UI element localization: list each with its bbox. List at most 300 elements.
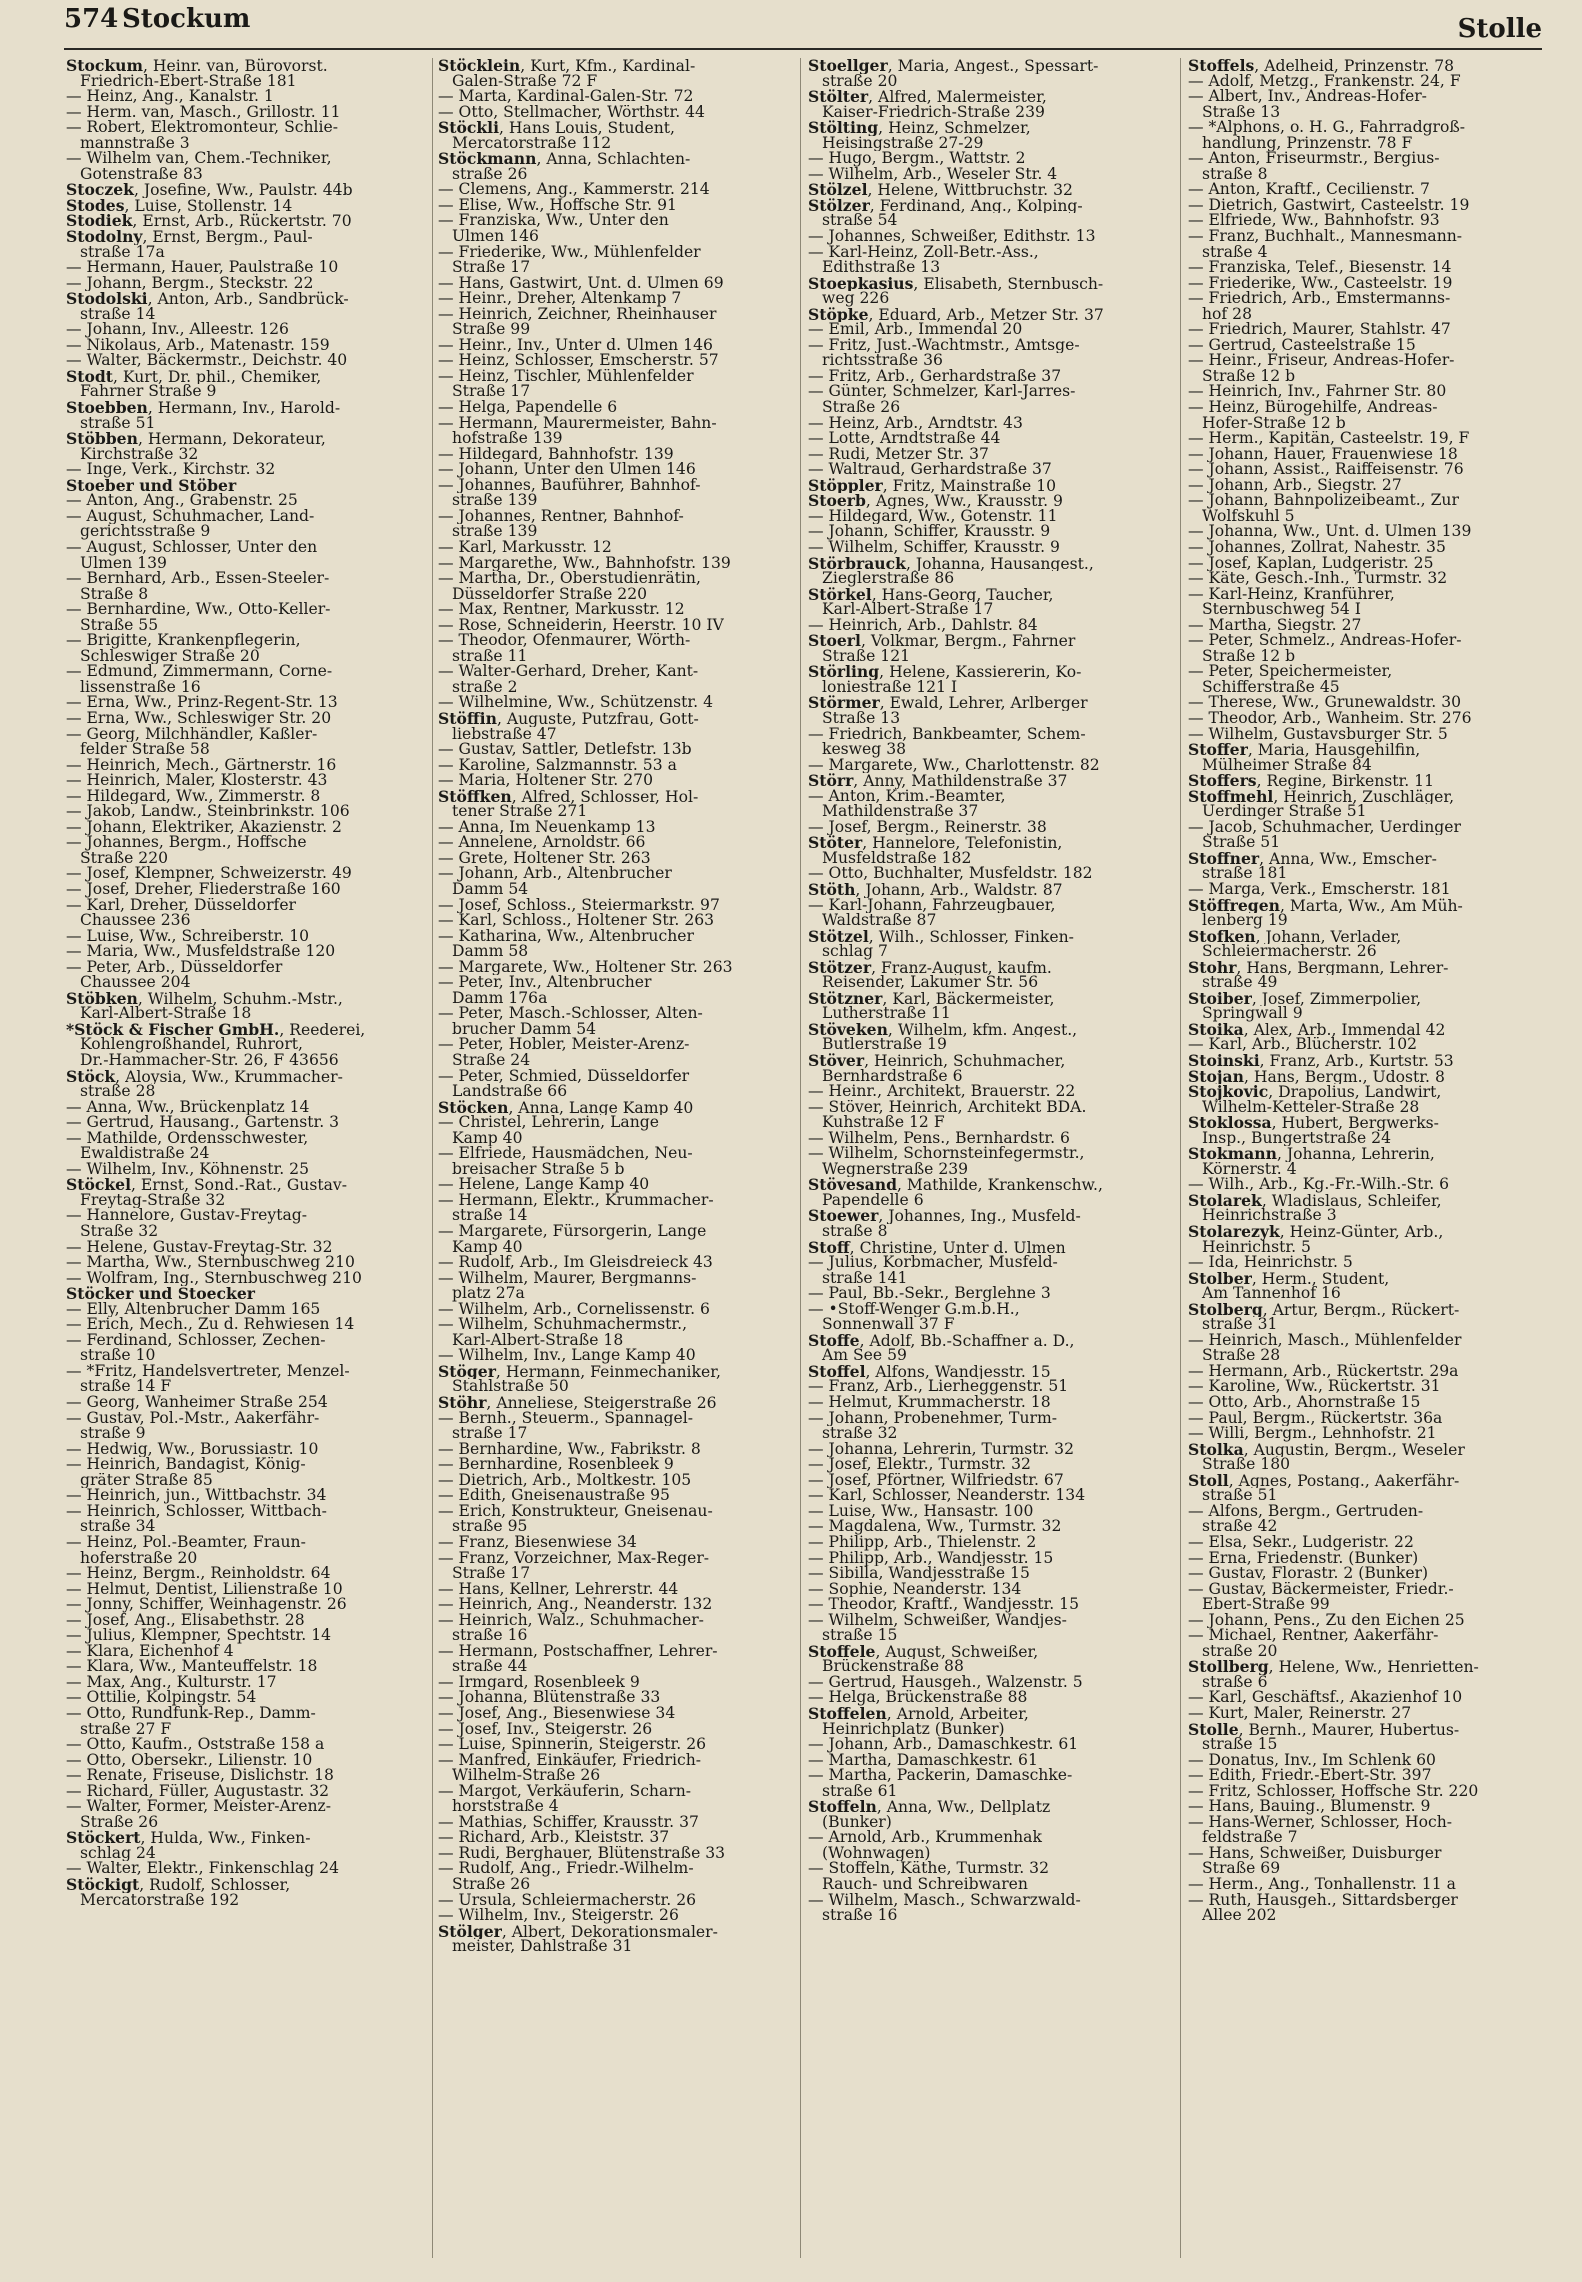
- directory-entry-line: — Bernhardine, Ww., Otto-Keller-: [66, 602, 331, 618]
- directory-entry-line: — Wilhelm, Arb., Cornelissenstr. 6: [438, 1301, 710, 1318]
- directory-entry-line: Fahrner Straße 9: [80, 384, 217, 401]
- directory-entry-line: — Friedrich, Arb., Emstermanns-: [1188, 291, 1451, 307]
- directory-entry-line: schlag 7: [822, 944, 888, 960]
- directory-entry-line: — Edmund, Zimmermann, Corne-: [66, 664, 333, 680]
- directory-entry-line: Am Tannenhof 16: [1202, 1286, 1341, 1302]
- directory-entry-line: Ulmen 139: [80, 555, 167, 572]
- directory-entry-line: Stodolski, Anton, Arb., Sandbrück-: [66, 291, 349, 307]
- directory-entry-line: — Elly, Altenbrucher Damm 165: [66, 1301, 321, 1318]
- directory-entry-line: Körnerstr. 4: [1202, 1161, 1297, 1178]
- directory-entry-line: Stöckert, Hulda, Ww., Finken-: [66, 1830, 311, 1846]
- directory-entry-line: — Josef, Ang., Elisabethstr. 28: [66, 1612, 305, 1629]
- directory-entry-line: — Hermann, Arb., Rückertstr. 29a: [1188, 1363, 1459, 1380]
- directory-entry-line: — Jonny, Schiffer, Weinhagenstr. 26: [66, 1597, 347, 1613]
- directory-entry-line: Stoika, Alex, Arb., Immendal 42: [1188, 1021, 1446, 1038]
- directory-entry-line: — Mathias, Schiffer, Krausstr. 37: [438, 1814, 699, 1831]
- directory-entry-line: — Franz, Vorzeichner, Max-Reger-: [438, 1550, 710, 1567]
- directory-entry-line: — Wilhelm, Gustavsburger Str. 5: [1188, 726, 1448, 743]
- directory-entry-line: Straße 26: [80, 1814, 159, 1831]
- directory-entry-line: Kohlengroßhandel, Ruhrort,: [80, 1037, 304, 1053]
- directory-entry-line: — Martha, Damaschkestr. 61: [808, 1752, 1038, 1769]
- directory-entry-line: straße 16: [452, 1628, 528, 1644]
- directory-entry-line: — Erich, Mech., Zu d. Rehwiesen 14: [66, 1317, 355, 1333]
- directory-entry-line: Straße 12 b: [1202, 648, 1296, 665]
- directory-entry-line: straße 4: [1202, 244, 1268, 261]
- directory-entry-line: tener Straße 271: [452, 804, 588, 820]
- directory-entry-line: — Max, Ang., Kulturstr. 17: [66, 1674, 277, 1691]
- directory-entry-line: — Heinrich, Bandagist, König-: [66, 1457, 306, 1473]
- directory-entry-line: — Heinrich, Zeichner, Rheinhauser: [438, 306, 717, 323]
- directory-entry-line: gerichtsstraße 9: [80, 524, 211, 540]
- column-3: [808, 58, 1170, 2268]
- directory-entry-line: lissenstraße 16: [80, 679, 201, 696]
- directory-entry-line: — Nikolaus, Arb., Matenastr. 159: [66, 337, 330, 354]
- directory-entry-line: — Karl, Schloss., Holtener Str. 263: [438, 913, 715, 929]
- directory-entry-line: — Edith, Gneisenaustraße 95: [438, 1488, 670, 1504]
- directory-entry-line: — Walter, Former, Meister-Arenz-: [66, 1799, 332, 1815]
- directory-entry-line: — Margarete, Ww., Charlottenstr. 82: [808, 757, 1100, 774]
- directory-entry-line: — Karl-Johann, Fahrzeugbauer,: [808, 897, 1056, 914]
- directory-entry-line: Mathildenstraße 37: [822, 804, 979, 820]
- directory-entry-line: — Bernh., Steuerm., Spannagel-: [438, 1410, 694, 1427]
- directory-entry-line: Stoerl, Volkmar, Bergm., Fahrner: [808, 633, 1076, 649]
- directory-entry-line: — Friedrich, Bankbeamter, Schem-: [808, 726, 1086, 743]
- directory-entry-line: Damm 54: [452, 881, 529, 898]
- directory-entry-line: Störr, Anny, Mathildenstraße 37: [808, 773, 1068, 789]
- directory-entry-line: straße 14: [80, 306, 156, 323]
- directory-entry-line: — Josef, Bergm., Reinerstr. 38: [808, 819, 1047, 836]
- directory-entry-line: — Herm. van, Masch., Grillostr. 11: [66, 104, 341, 121]
- directory-entry-line: — Grete, Holtener Str. 263: [438, 850, 651, 867]
- directory-entry-line: straße 20: [822, 73, 898, 90]
- directory-entry-line: — Johann, Elektriker, Akazienstr. 2: [66, 819, 342, 836]
- directory-entry-line: — Wilhelm van, Chem.-Techniker,: [66, 151, 332, 167]
- directory-entry-line: brucher Damm 54: [452, 1021, 597, 1038]
- directory-entry-line: — Luise, Ww., Hansastr. 100: [808, 1503, 1034, 1520]
- directory-entry-line: — Paul, Bb.-Sekr., Berglehne 3: [808, 1286, 1051, 1302]
- directory-entry-line: Stöckli, Hans Louis, Student,: [438, 120, 675, 136]
- directory-entry-line: — Johannes, Schweißer, Edithstr. 13: [808, 229, 1096, 245]
- directory-entry-line: — Jakob, Landw., Steinbrinkstr. 106: [66, 804, 350, 820]
- directory-entry-line: straße 16: [822, 1908, 898, 1924]
- directory-entry-line: — Johannes, Bergm., Hoffsche: [66, 835, 307, 851]
- directory-entry-line: Stahlstraße 50: [452, 1379, 569, 1396]
- directory-entry-line: straße 14: [452, 1208, 528, 1225]
- directory-entry-line: Wilhelm-Straße 26: [452, 1768, 601, 1784]
- directory-entry-line: — Heinr., Dreher, Altenkamp 7: [438, 291, 682, 307]
- right-guide-word: Stolle: [1457, 14, 1542, 44]
- page-header: [64, 0, 1542, 54]
- directory-entry-line: straße 28: [80, 1084, 156, 1100]
- directory-entry-line: — Johannes, Rentner, Bahnhof-: [438, 508, 684, 525]
- directory-entry-line: platz 27a: [452, 1286, 525, 1302]
- directory-entry-line: Dr.-Hammacher-Str. 26, F 43656: [80, 1053, 339, 1069]
- directory-entry-line: richtsstraße 36: [822, 353, 943, 369]
- directory-entry-line: — Josef, Inv., Steigerstr. 26: [438, 1721, 653, 1738]
- directory-entry-line: Stötzel, Wilh., Schlosser, Finken-: [808, 928, 1074, 945]
- directory-entry-line: — Kurt, Maler, Reinerstr. 27: [1188, 1705, 1412, 1722]
- directory-entry-line: — Wilhelm, Schweißer, Wandjes-: [808, 1612, 1067, 1629]
- directory-entry-line: Sonnenwall 37 F: [822, 1317, 955, 1333]
- directory-entry-line: — August, Schuhmacher, Land-: [66, 508, 315, 525]
- directory-entry-line: — Fritz, Just.-Wachtmstr., Amtsge-: [808, 337, 1080, 354]
- directory-entry-line: — Willi, Bergm., Lehnhofstr. 21: [1188, 1426, 1437, 1442]
- directory-entry-line: Stodolny, Ernst, Bergm., Paul-: [66, 229, 313, 245]
- directory-entry-line: Heinrichstraße 3: [1202, 1208, 1337, 1225]
- directory-entry-line: Stolle, Bernh., Maurer, Hubertus-: [1188, 1721, 1460, 1738]
- directory-entry-line: handlung, Prinzenstr. 78 F: [1202, 135, 1413, 152]
- directory-entry-line: straße 139: [452, 524, 538, 540]
- directory-entry-line: — Anton, Ang., Grabenstr. 25: [66, 493, 298, 509]
- directory-entry-line: — •Stoff-Wenger G.m.b.H.,: [808, 1301, 1020, 1318]
- directory-entry-line: — Adolf, Metzg., Frankenstr. 24, F: [1188, 73, 1461, 90]
- directory-entry-line: — Josef, Klempner, Schweizerstr. 49: [66, 866, 352, 882]
- directory-entry-line: Stöbken, Wilhelm, Schuhm.-Mstr.,: [66, 990, 343, 1007]
- directory-entry-line: Stöcken, Anna, Lange Kamp 40: [438, 1099, 694, 1116]
- directory-entry-line: Brückenstraße 88: [822, 1659, 964, 1675]
- directory-entry-line: — Hans, Schweißer, Duisburger: [1188, 1845, 1442, 1862]
- directory-entry-line: — Gertrud, Hausang., Gartenstr. 3: [66, 1115, 340, 1131]
- directory-entry-line: — Gustav, Bäckermeister, Friedr.-: [1188, 1581, 1454, 1598]
- directory-entry-line: — Käte, Gesch.-Inh., Turmstr. 32: [1188, 571, 1448, 587]
- directory-entry-line: — Elfriede, Hausmädchen, Neu-: [438, 1146, 693, 1162]
- directory-entry-line: Stoffer, Maria, Hausgehilfin,: [1188, 742, 1421, 758]
- directory-entry-line: — Wilhelm, Masch., Schwarzwald-: [808, 1892, 1081, 1909]
- directory-entry-line: — Johann, Hauer, Frauenwiese 18: [1188, 446, 1458, 463]
- directory-entry-line: — Lotte, Arndtstraße 44: [808, 431, 1001, 447]
- directory-entry-line: straße 17: [452, 1426, 528, 1442]
- directory-entry-line: — Wilhelm, Schornsteinfegermstr.,: [808, 1146, 1085, 1162]
- directory-entry-line: Stölger, Albert, Dekorationsmaler-: [438, 1923, 718, 1940]
- directory-entry-line: — Michael, Rentner, Aakerfähr-: [1188, 1628, 1439, 1644]
- directory-entry-line: straße 8: [822, 1224, 888, 1240]
- directory-entry-line: Ulmen 146: [452, 229, 539, 245]
- directory-entry-line: — Friederike, Ww., Casteelstr. 19: [1188, 275, 1453, 292]
- directory-entry-line: — Manfred, Einkäufer, Friedrich-: [438, 1752, 702, 1769]
- directory-entry-line: straße 14 F: [80, 1379, 172, 1396]
- directory-entry-line: Stötzer, Franz-August, kaufm.: [808, 959, 1052, 976]
- directory-entry-line: Zieglerstraße 86: [822, 571, 955, 587]
- directory-entry-line: — August, Schlosser, Unter den: [66, 539, 318, 556]
- directory-entry-line: — Albert, Inv., Andreas-Hofer-: [1188, 89, 1427, 105]
- directory-entry-line: Stolberg, Artur, Bergm., Rückert-: [1188, 1301, 1460, 1318]
- directory-entry-line: — Heinz, Pol.-Beamter, Fraun-: [66, 1534, 306, 1551]
- directory-entry-line: — Heinz, Bürogehilfe, Andreas-: [1188, 400, 1438, 416]
- directory-entry-line: — Theodor, Kraftf., Wandjesstr. 15: [808, 1597, 1079, 1613]
- directory-entry-line: — Edith, Friedr.-Ebert-Str. 397: [1188, 1768, 1432, 1784]
- directory-entry-line: — Hildegard, Ww., Zimmerstr. 8: [66, 788, 321, 805]
- directory-entry-line: — Martha, Siegstr. 27: [1188, 617, 1362, 634]
- directory-entry-line: straße 11: [452, 648, 528, 665]
- directory-entry-line: — Richard, Füller, Augustastr. 32: [66, 1783, 330, 1800]
- directory-entry-line: Kuhstraße 12 F: [822, 1115, 945, 1131]
- directory-entry-line: — Otto, Buchhalter, Musfeldstr. 182: [808, 866, 1093, 882]
- directory-entry-line: — Karl, Dreher, Düsseldorfer: [66, 897, 297, 914]
- directory-entry-line: — Heinr., Architekt, Brauerstr. 22: [808, 1084, 1076, 1100]
- directory-entry-line: — Emil, Arb., Immendal 20: [808, 322, 1023, 338]
- directory-entry-line: — Karl, Geschäftsf., Akazienhof 10: [1188, 1690, 1463, 1706]
- directory-entry-line: Stodiek, Ernst, Arb., Rückertstr. 70: [66, 213, 352, 230]
- directory-entry-line: — Heinrich, Arb., Dahlstr. 84: [808, 617, 1038, 634]
- directory-entry-line: Straße 17: [452, 384, 531, 401]
- directory-entry-line: Stoll, Agnes, Postang., Aakerfähr-: [1188, 1472, 1460, 1489]
- directory-entry-line: — Heinz, Arb., Arndtstr. 43: [808, 415, 1023, 432]
- directory-entry-line: — Peter, Schmied, Düsseldorfer: [438, 1068, 690, 1085]
- directory-entry-line: — Anna, Ww., Brückenplatz 14: [66, 1099, 310, 1116]
- directory-entry-line: — Wilhelm, Schuhmachermstr.,: [438, 1317, 688, 1333]
- directory-entry-line: — Heinrich, Maler, Klosterstr. 43: [66, 773, 328, 789]
- directory-entry-line: — Johann, Pens., Zu den Eichen 25: [1188, 1612, 1465, 1629]
- directory-entry-line: — Karl, Schlosser, Neanderstr. 134: [808, 1488, 1086, 1504]
- directory-entry-line: Stövesand, Mathilde, Krankenschw.,: [808, 1177, 1103, 1193]
- directory-entry-line: — Otto, Stellmacher, Wörthstr. 44: [438, 104, 705, 121]
- directory-entry-line: straße 8: [1202, 166, 1268, 183]
- directory-entry-line: — Waltraud, Gerhardstraße 37: [808, 462, 1052, 478]
- directory-entry-line: — Karl, Markusstr. 12: [438, 539, 612, 556]
- column-4: [1188, 58, 1548, 2268]
- directory-entry-line: — Klara, Eichenhof 4: [66, 1643, 234, 1660]
- directory-entry-line: — Wilhelm, Inv., Lange Kamp 40: [438, 1348, 696, 1364]
- directory-entry-line: Stöger, Hermann, Feinmechaniker,: [438, 1363, 721, 1380]
- directory-entry-line: Landstraße 66: [452, 1084, 568, 1100]
- directory-entry-line: — Ottilie, Kolpingstr. 54: [66, 1690, 257, 1706]
- directory-entry-line: Straße 26: [452, 1876, 531, 1893]
- directory-entry-line: Papendelle 6: [822, 1192, 924, 1209]
- directory-entry-line: — Dietrich, Arb., Moltkestr. 105: [438, 1472, 692, 1489]
- directory-entry-line: — Heinrich, Mech., Gärtnerstr. 16: [66, 757, 337, 774]
- directory-entry-line: Störling, Helene, Kassiererin, Ko-: [808, 664, 1082, 680]
- directory-entry-line: meister, Dahlstraße 31: [452, 1939, 633, 1955]
- directory-entry-line: — Hans-Werner, Schlosser, Hoch-: [1188, 1814, 1453, 1831]
- directory-entry-line: — Franz, Arb., Lierheggenstr. 51: [808, 1379, 1069, 1396]
- directory-entry-line: felder Straße 58: [80, 742, 210, 758]
- directory-entry-line: horststraße 4: [452, 1799, 559, 1815]
- directory-entry-line: — Alfons, Bergm., Gertruden-: [1188, 1503, 1424, 1520]
- directory-entry-line: Stöpke, Eduard, Arb., Metzer Str. 37: [808, 306, 1104, 323]
- directory-entry-line: *Stöck & Fischer GmbH., Reederei,: [66, 1021, 366, 1038]
- directory-entry-line: straße 15: [1202, 1737, 1278, 1753]
- directory-entry-line: — Johanna, Ww., Unt. d. Ulmen 139: [1188, 524, 1472, 540]
- directory-entry-line: — Julius, Klempner, Spechtstr. 14: [66, 1628, 332, 1644]
- directory-entry-line: Galen-Straße 72 F: [452, 73, 598, 90]
- directory-entry-line: — Maria, Holtener Str. 270: [438, 773, 653, 789]
- directory-entry-line: Stöth, Johann, Arb., Waldstr. 87: [808, 881, 1063, 898]
- directory-entry-line: — Wilhelm, Schiffer, Krausstr. 9: [808, 539, 1060, 556]
- directory-entry-line: — Günter, Schmelzer, Karl-Jarres-: [808, 384, 1076, 401]
- directory-entry-line: Kamp 40: [452, 1130, 523, 1147]
- directory-entry-line: Stoepkasius, Elisabeth, Sternbusch-: [808, 275, 1104, 292]
- directory-entry-line: — Luise, Spinnerin, Steigerstr. 26: [438, 1737, 707, 1753]
- directory-entry-line: Allee 202: [1202, 1908, 1277, 1924]
- directory-entry-line: Stojan, Hans, Bergm., Udostr. 8: [1188, 1068, 1445, 1085]
- directory-entry-line: — Julius, Korbmacher, Musfeld-: [808, 1255, 1058, 1271]
- directory-entry-line: Ewaldistraße 24: [80, 1146, 210, 1162]
- directory-entry-line: — Otto, Arb., Ahornstraße 15: [1188, 1395, 1421, 1411]
- directory-entry-line: loniestraße 121 I: [822, 679, 958, 696]
- directory-entry-line: hofstraße 139: [452, 431, 563, 447]
- directory-entry-line: — Johann, Arb., Siegstr. 27: [1188, 477, 1402, 494]
- directory-entry-line: — Peter, Hobler, Meister-Arenz-: [438, 1037, 690, 1053]
- directory-entry-line: — Peter, Arb., Düsseldorfer: [66, 959, 283, 976]
- directory-entry-line: — Karl-Heinz, Zoll-Betr.-Ass.,: [808, 244, 1039, 261]
- directory-entry-line: — Heinz, Schlosser, Emscherstr. 57: [438, 353, 719, 369]
- directory-entry-line: — Marta, Kardinal-Galen-Str. 72: [438, 89, 694, 105]
- directory-entry-line: — Helene, Lange Kamp 40: [438, 1177, 650, 1193]
- directory-entry-line: Bernhardstraße 6: [822, 1068, 963, 1085]
- directory-entry-line: — Martha, Ww., Sternbuschweg 210: [66, 1255, 355, 1271]
- directory-entry-line: — Hugo, Bergm., Wattstr. 2: [808, 151, 1026, 167]
- directory-entry-line: — Helene, Gustav-Freytag-Str. 32: [66, 1239, 333, 1256]
- directory-entry-line: Stöbben, Hermann, Dekorateur,: [66, 431, 326, 447]
- directory-entry-line: lenberg 19: [1202, 913, 1288, 929]
- directory-entry-line: Stöver, Heinrich, Schuhmacher,: [808, 1053, 1066, 1069]
- directory-entry-line: Heisingstraße 27-29: [822, 135, 984, 152]
- directory-entry-line: straße 2: [452, 679, 518, 696]
- directory-entry-line: — Hermann, Hauer, Paulstraße 10: [66, 260, 339, 276]
- directory-entry-line: Straße 26: [822, 400, 901, 416]
- directory-entry-line: Stoffel, Alfons, Wandjesstr. 15: [808, 1363, 1051, 1380]
- directory-entry-line: Heinrichplatz (Bunker): [822, 1721, 1005, 1738]
- directory-entry-line: straße 51: [80, 415, 156, 432]
- directory-entry-line: Straße 55: [80, 617, 159, 634]
- directory-entry-line: straße 32: [822, 1426, 898, 1442]
- directory-entry-line: — Walter, Elektr., Finkenschlag 24: [66, 1861, 339, 1877]
- directory-entry-line: — Otto, Kaufm., Oststraße 158 a: [66, 1737, 325, 1753]
- directory-entry-line: — Margarete, Fürsorgerin, Lange: [438, 1224, 707, 1240]
- directory-entry-line: Straße 8: [80, 586, 149, 603]
- directory-entry-line: Schifferstraße 45: [1202, 679, 1340, 696]
- directory-columns: [66, 58, 1546, 2268]
- directory-entry-line: — Hermann, Postschaffner, Lehrer-: [438, 1643, 718, 1660]
- directory-entry-line: — Katharina, Ww., Altenbrucher: [438, 928, 694, 945]
- directory-entry-line: — Heinrich, jun., Wittbachstr. 34: [66, 1488, 327, 1504]
- directory-entry-line: Stolarezyk, Heinz-Günter, Arb.,: [1188, 1224, 1444, 1240]
- directory-entry-line: straße 44: [452, 1659, 528, 1675]
- directory-entry-line: Mercatorstraße 192: [80, 1892, 240, 1909]
- directory-entry-line: (Wohnwagen): [822, 1845, 931, 1862]
- directory-entry-line: Wilhelm-Ketteler-Straße 28: [1202, 1099, 1420, 1116]
- directory-entry-line: — Heinz, Bergm., Reinholdstr. 64: [66, 1566, 331, 1582]
- directory-entry-line: Wegnerstraße 239: [822, 1161, 969, 1178]
- directory-entry-line: Stoellger, Maria, Angest., Spessart-: [808, 58, 1099, 74]
- directory-entry-line: — Johann, Schiffer, Krausstr. 9: [808, 524, 1051, 540]
- directory-entry-line: — Inge, Verk., Kirchstr. 32: [66, 462, 276, 478]
- directory-entry-line: — Erna, Ww., Schleswiger Str. 20: [66, 710, 332, 727]
- directory-entry-line: — Helmut, Dentist, Lilienstraße 10: [66, 1581, 343, 1598]
- directory-entry-line: — Jacob, Schuhmacher, Uerdinger: [1188, 819, 1461, 836]
- directory-entry-line: straße 95: [452, 1519, 528, 1535]
- directory-entry-line: — Helga, Papendelle 6: [438, 400, 618, 416]
- directory-entry-line: — Rudolf, Arb., Im Gleisdreieck 43: [438, 1255, 713, 1271]
- directory-entry-line: — Dietrich, Gastwirt, Casteelstr. 19: [1188, 197, 1470, 214]
- page-number: 574: [64, 4, 119, 34]
- directory-entry-line: Stolber, Herm., Student,: [1188, 1270, 1390, 1287]
- directory-entry-line: — Wilhelm, Arb., Weseler Str. 4: [808, 166, 1058, 183]
- directory-entry-line: Karl-Albert-Straße 17: [822, 602, 994, 618]
- directory-entry-line: — Franz, Biesenwiese 34: [438, 1534, 637, 1551]
- directory-entry-line: Stöckigt, Rudolf, Schlosser,: [66, 1876, 291, 1893]
- directory-entry-line: — Clemens, Ang., Kammerstr. 214: [438, 182, 710, 198]
- directory-entry-line: Stoczek, Josefine, Ww., Paulstr. 44b: [66, 182, 353, 198]
- directory-entry-line: — Marga, Verk., Emscherstr. 181: [1188, 881, 1451, 898]
- directory-entry-line: Schleiermacherstr. 26: [1202, 944, 1377, 960]
- directory-entry-line: Stokmann, Johanna, Lehrerin,: [1188, 1146, 1435, 1162]
- directory-entry-line: — Heinz, Ang., Kanalstr. 1: [66, 89, 274, 105]
- directory-entry-line: — Otto, Obersekr., Lilienstr. 10: [66, 1752, 313, 1769]
- directory-entry-line: — Friedrich, Maurer, Stahlstr. 47: [1188, 322, 1451, 338]
- directory-entry-line: — Hans, Gastwirt, Unt. d. Ulmen 69: [438, 275, 724, 292]
- directory-entry-line: Mülheimer Straße 84: [1202, 757, 1372, 774]
- directory-entry-line: — Renate, Friseuse, Dislichstr. 18: [66, 1768, 334, 1784]
- directory-entry-line: — Fritz, Schlosser, Hoffsche Str. 220: [1188, 1783, 1479, 1800]
- directory-entry-line: — Walter-Gerhard, Dreher, Kant-: [438, 664, 699, 680]
- directory-entry-line: — Anton, Krim.-Beamter,: [808, 788, 1006, 805]
- directory-entry-line: — Rudolf, Ang., Friedr.-Wilhelm-: [438, 1861, 694, 1877]
- directory-entry-line: Stoffele, August, Schweißer,: [808, 1643, 1039, 1660]
- directory-entry-line: Stodes, Luise, Stollenstr. 14: [66, 197, 293, 214]
- directory-entry-line: — Franziska, Telef., Biesenstr. 14: [1188, 260, 1452, 276]
- directory-entry-line: — Karl, Arb., Blücherstr. 102: [1188, 1037, 1418, 1053]
- directory-entry-line: straße 6: [1202, 1674, 1268, 1691]
- directory-entry-line: Wolfskuhl 5: [1202, 508, 1295, 525]
- directory-entry-line: Straße 12 b: [1202, 368, 1296, 385]
- directory-entry-line: — Peter, Inv., Altenbrucher: [438, 975, 652, 991]
- directory-entry-line: — Donatus, Inv., Im Schlenk 60: [1188, 1752, 1436, 1769]
- directory-entry-line: — Helmut, Krummacherstr. 18: [808, 1395, 1051, 1411]
- directory-entry-line: straße 181: [1202, 866, 1288, 882]
- directory-entry-line: — Wilhelm, Maurer, Bergmanns-: [438, 1270, 697, 1287]
- directory-entry-line: Stölzel, Helene, Wittbruchstr. 32: [808, 182, 1073, 198]
- directory-entry-line: Störbrauck, Johanna, Hausangest.,: [808, 555, 1094, 572]
- directory-entry-line: — Walter, Bäckermstr., Deichstr. 40: [66, 353, 348, 369]
- directory-entry-line: — Wilhelm, Inv., Köhnenstr. 25: [66, 1161, 310, 1178]
- directory-entry-line: — Herm., Ang., Tonhallenstr. 11 a: [1188, 1876, 1456, 1893]
- directory-entry-line: — Herm., Kapitän, Casteelstr. 19, F: [1188, 431, 1470, 447]
- directory-entry-line: Straße 28: [1202, 1348, 1281, 1364]
- directory-entry-line: Ebert-Straße 99: [1202, 1597, 1330, 1613]
- directory-entry-line: straße 51: [1202, 1488, 1278, 1504]
- directory-entry-line: Stöter, Hannelore, Telefonistin,: [808, 835, 1063, 851]
- directory-entry-line: Stolka, Augustin, Bergm., Weseler: [1188, 1441, 1465, 1458]
- directory-entry-line: Stoewer, Johannes, Ing., Musfeld-: [808, 1208, 1081, 1225]
- directory-entry-line: — Margarethe, Ww., Bahnhofstr. 139: [438, 555, 731, 572]
- directory-entry-line: straße 10: [80, 1348, 156, 1364]
- directory-entry-line: — Anton, Friseurmstr., Bergius-: [1188, 151, 1440, 167]
- directory-entry-line: Mercatorstraße 112: [452, 135, 612, 152]
- column-1: [66, 58, 424, 2268]
- directory-entry-line: Chaussee 236: [80, 913, 191, 929]
- directory-entry-line: Stoffmehl, Heinrich, Zuschläger,: [1188, 788, 1455, 805]
- directory-entry-line: breisacher Straße 5 b: [452, 1161, 625, 1178]
- directory-entry-line: Damm 58: [452, 944, 529, 960]
- directory-entry-line: — Rudi, Berghauer, Blütenstraße 33: [438, 1845, 726, 1862]
- directory-entry-line: Schleswiger Straße 20: [80, 648, 260, 665]
- directory-entry-line: — Robert, Elektromonteur, Schlie-: [66, 120, 339, 136]
- directory-entry-line: Stoffelen, Arnold, Arbeiter,: [808, 1705, 1029, 1722]
- directory-entry-line: Straße 69: [1202, 1861, 1281, 1877]
- left-guide-word: Stockum: [122, 4, 251, 34]
- directory-entry-line: feldstraße 7: [1202, 1830, 1298, 1846]
- directory-entry-line: Stoinski, Franz, Arb., Kurtstr. 53: [1188, 1053, 1454, 1069]
- directory-entry-line: — Klara, Ww., Manteuffelstr. 18: [66, 1659, 318, 1675]
- directory-entry-line: — Philipp, Arb., Thielenstr. 2: [808, 1534, 1037, 1551]
- directory-entry-line: Stoffe, Adolf, Bb.-Schaffner a. D.,: [808, 1332, 1075, 1349]
- directory-entry-line: — Johanna, Blütenstraße 33: [438, 1690, 661, 1706]
- directory-entry-line: straße 139: [452, 493, 538, 509]
- directory-entry-line: Straße 121: [822, 648, 911, 665]
- directory-entry-line: — Irmgard, Rosenbleek 9: [438, 1674, 640, 1691]
- directory-entry-line: — Wilh., Arb., Kg.-Fr.-Wilh.-Str. 6: [1188, 1177, 1450, 1193]
